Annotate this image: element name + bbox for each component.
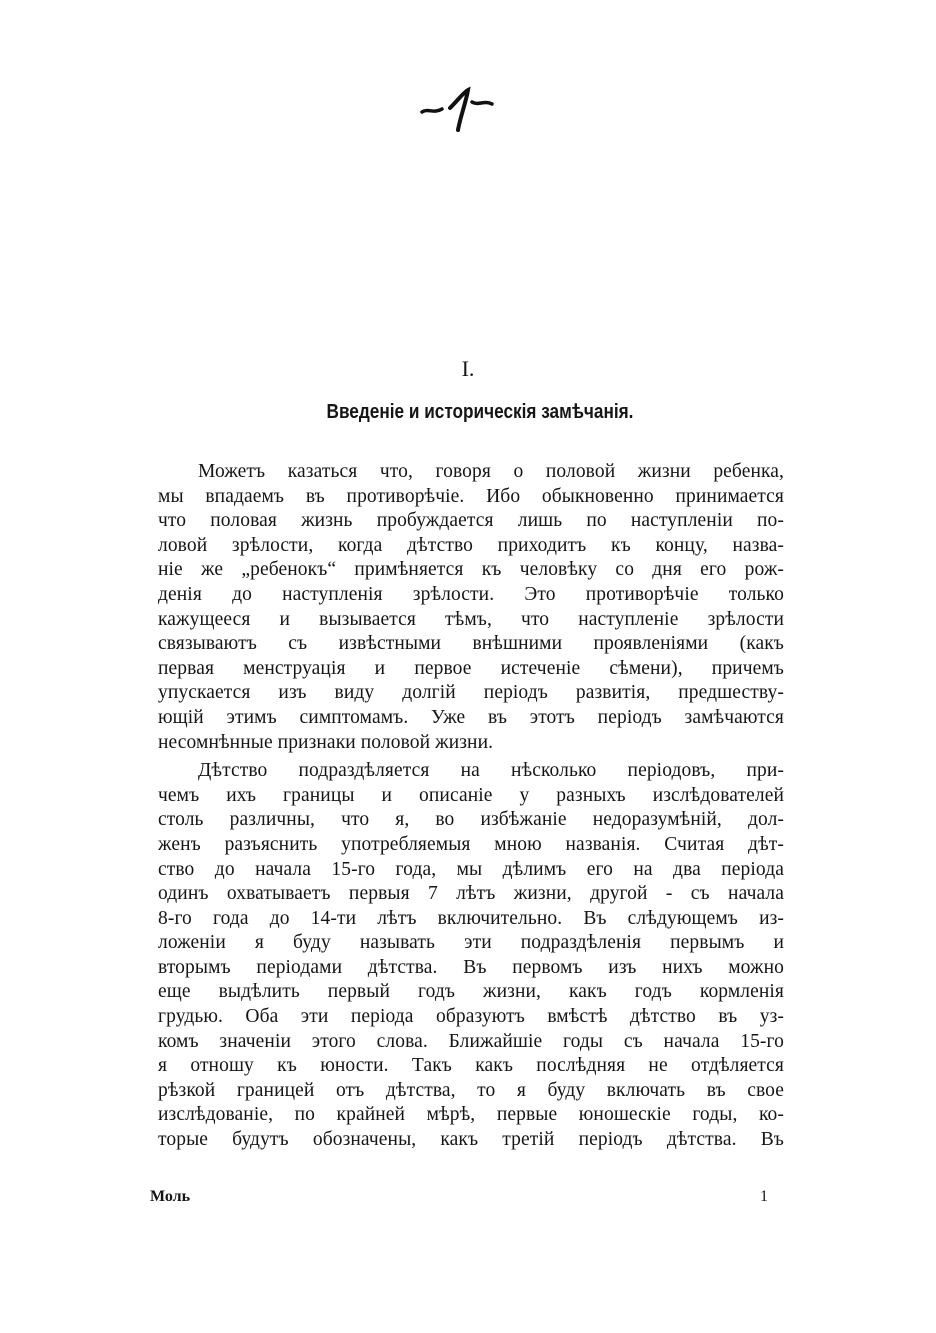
text-line: связываютъ съ извѣстными внѣшними проявленіями (какъ	[158, 633, 784, 655]
chapter-title: Введеніе и историческія замѣчанія.	[326, 401, 634, 423]
text-line: рѣзкой границей отъ дѣтства, то я буду включать въ свое	[158, 1079, 784, 1101]
text-line: столь различны, что я, во избѣжаніе недоразумѣній, дол-	[158, 809, 784, 831]
text-line: ніе же „ребенокъ“ примѣняется къ человѣку со дня его рож-	[158, 559, 784, 581]
text-line: кажущееся и вызывается тѣмъ, что наступленіе зрѣлости	[158, 608, 784, 630]
body-text	[158, 460, 784, 1153]
text-line: что половая жизнь пробуждается лишь по наступленіи по-	[158, 510, 784, 532]
chapter-numeral: I.	[461, 356, 475, 381]
footer-signature: Моль	[150, 1188, 191, 1205]
text-line: первая менструація и первое истеченіе сѣмени), причемъ	[158, 657, 784, 679]
text-line: 8-го года до 14-ти лѣтъ включительно. Въ слѣдующемъ из-	[158, 907, 784, 929]
text-line: изслѣдованіе, по крайней мѣрѣ, первые юношескіе годы, ко-	[158, 1104, 784, 1126]
text-line: одинъ охватываетъ первыя 7 лѣтъ жизни, другой - съ начала	[158, 883, 784, 905]
text-line: несомнѣнные признаки половой жизни.	[158, 731, 494, 753]
text-line: ловой зрѣлости, когда дѣтство приходитъ къ концу, назва-	[158, 534, 784, 556]
paragraph-2	[158, 759, 784, 1153]
footer-sheet-number: 1	[760, 1188, 768, 1205]
text-line: вторымъ періодами дѣтства. Въ первомъ изъ нихъ можно	[158, 956, 784, 978]
text-line: чемъ ихъ границы и описаніе у разныхъ изслѣдователей	[158, 784, 784, 806]
text-line: ющій этимъ симптомамъ. Уже въ этотъ періодъ замѣчаются	[158, 706, 784, 728]
text-line: торые будутъ обозначены, какъ третій періодъ дѣтства. Въ	[158, 1129, 784, 1151]
handwritten-page-number-drawing	[420, 78, 500, 138]
paragraph-1	[158, 460, 784, 755]
text-line: ложеніи я буду называть эти подраздѣленія первымъ и	[158, 932, 784, 954]
text-line: мы впадаемъ въ противорѣчіе. Ибо обыкновенно принимается	[158, 485, 784, 507]
text-line: грудью. Оба эти періода образуютъ вмѣстѣ дѣтство въ уз-	[158, 1006, 784, 1028]
text-line: женъ разъяснить употребляемыя мною названія. Считая дѣт-	[158, 833, 784, 855]
text-line: денія до наступленія зрѣлости. Это противорѣчіе только	[158, 583, 784, 605]
text-line: я отношу къ юности. Такъ какъ послѣдняя не отдѣляется	[158, 1055, 784, 1077]
text-line: Дѣтство подраздѣляется на нѣсколько періодовъ, при-	[198, 760, 784, 782]
text-line: еще выдѣлить первый годъ жизни, какъ годъ кормленія	[158, 981, 784, 1003]
handwritten-page-number	[420, 78, 500, 138]
text-line: упускается изъ виду долгій періодъ развитія, предшеству-	[158, 682, 784, 704]
text-line: ство до начала 15-го года, мы дѣлимъ его на два періода	[158, 858, 784, 880]
text-line: Можетъ казаться что, говоря о половой жизни ребенка,	[198, 461, 784, 482]
text-line: комъ значеніи этого слова. Ближайшіе годы съ начала 15-го	[158, 1030, 784, 1052]
